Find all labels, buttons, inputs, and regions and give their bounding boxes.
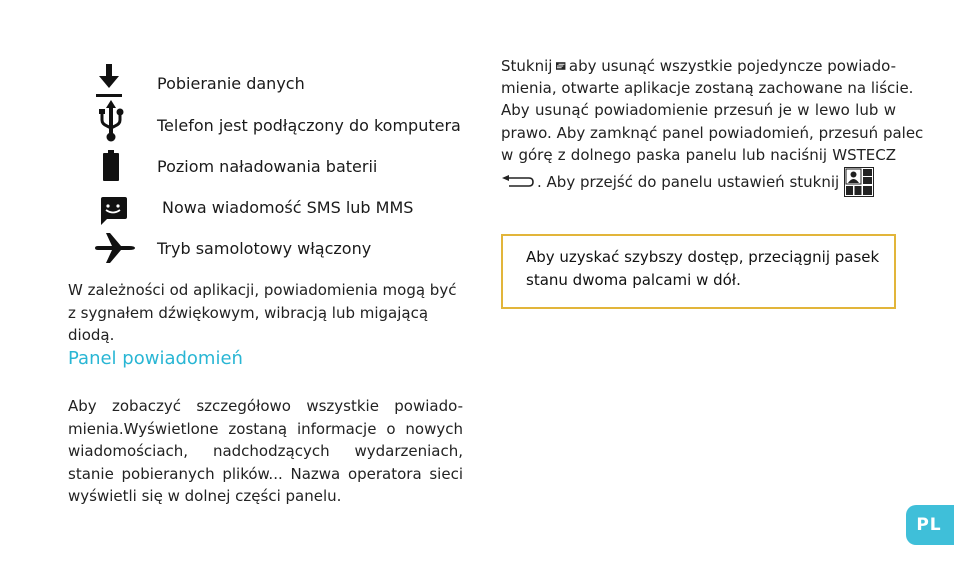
right-line-1-post: aby usunąć wszystkie pojedyncze powiado- — [568, 56, 896, 75]
status-label-usb: Telefon jest podłączony do komputera — [157, 116, 461, 135]
section-title: Panel powiadomień — [68, 348, 243, 369]
tip-text: Aby uzyskać szybszy dostęp, przeciągnij pasek stanu dwoma palcami w dół. — [526, 248, 880, 289]
language-tab: PL — [906, 505, 954, 545]
battery-icon — [103, 150, 119, 181]
right-line-1-pre: Stuknij — [501, 56, 553, 75]
right-line-5: w górę z dolnego paska panelu lub naciśnij WSTECZ — [501, 146, 896, 164]
status-label-airplane: Tryb samolotowy włączony — [157, 239, 372, 258]
tip-box — [501, 234, 896, 309]
status-label-download: Pobieranie danych — [157, 74, 305, 93]
status-label-battery: Poziom naładowania baterii — [157, 157, 378, 176]
right-line-1 — [501, 54, 896, 78]
settings-icon — [844, 167, 874, 197]
clear-all-icon — [556, 54, 565, 78]
back-arrow-icon — [501, 175, 535, 189]
notification-paragraph: W zależności od aplikacji, powiadomienia mogą być z sygnałem dźwiękowym, wibracją lub migającą diodą. — [68, 281, 457, 344]
status-label-sms: Nowa wiadomość SMS lub MMS — [162, 198, 414, 217]
right-line-2: mienia, otwarte aplikacje zostaną zachowane na liście. — [501, 79, 914, 97]
usb-icon — [97, 100, 125, 142]
download-icon — [96, 64, 122, 98]
right-line-6 — [501, 167, 874, 197]
right-line-4: prawo. Aby zamknąć panel powiadomień, przesuń palec — [501, 124, 924, 142]
airplane-icon — [95, 233, 135, 263]
right-line-3: Aby usunąć powiadomienie przesuń je w lewo lub w — [501, 101, 896, 119]
right-line-6-text: . Aby przejść do panelu ustawień stuknij — [537, 172, 840, 191]
panel-paragraph: Aby zobaczyć szczegółowo wszystkie powiado-mienia.Wyświetlone zostaną informacje o nowych wiadomościach, nadchodzących wydarzeniach, stanie pobieranych plików... Nazwa operatora sieci wyświetli się w dolnej części panelu. — [68, 397, 463, 505]
sms-icon — [99, 197, 127, 225]
